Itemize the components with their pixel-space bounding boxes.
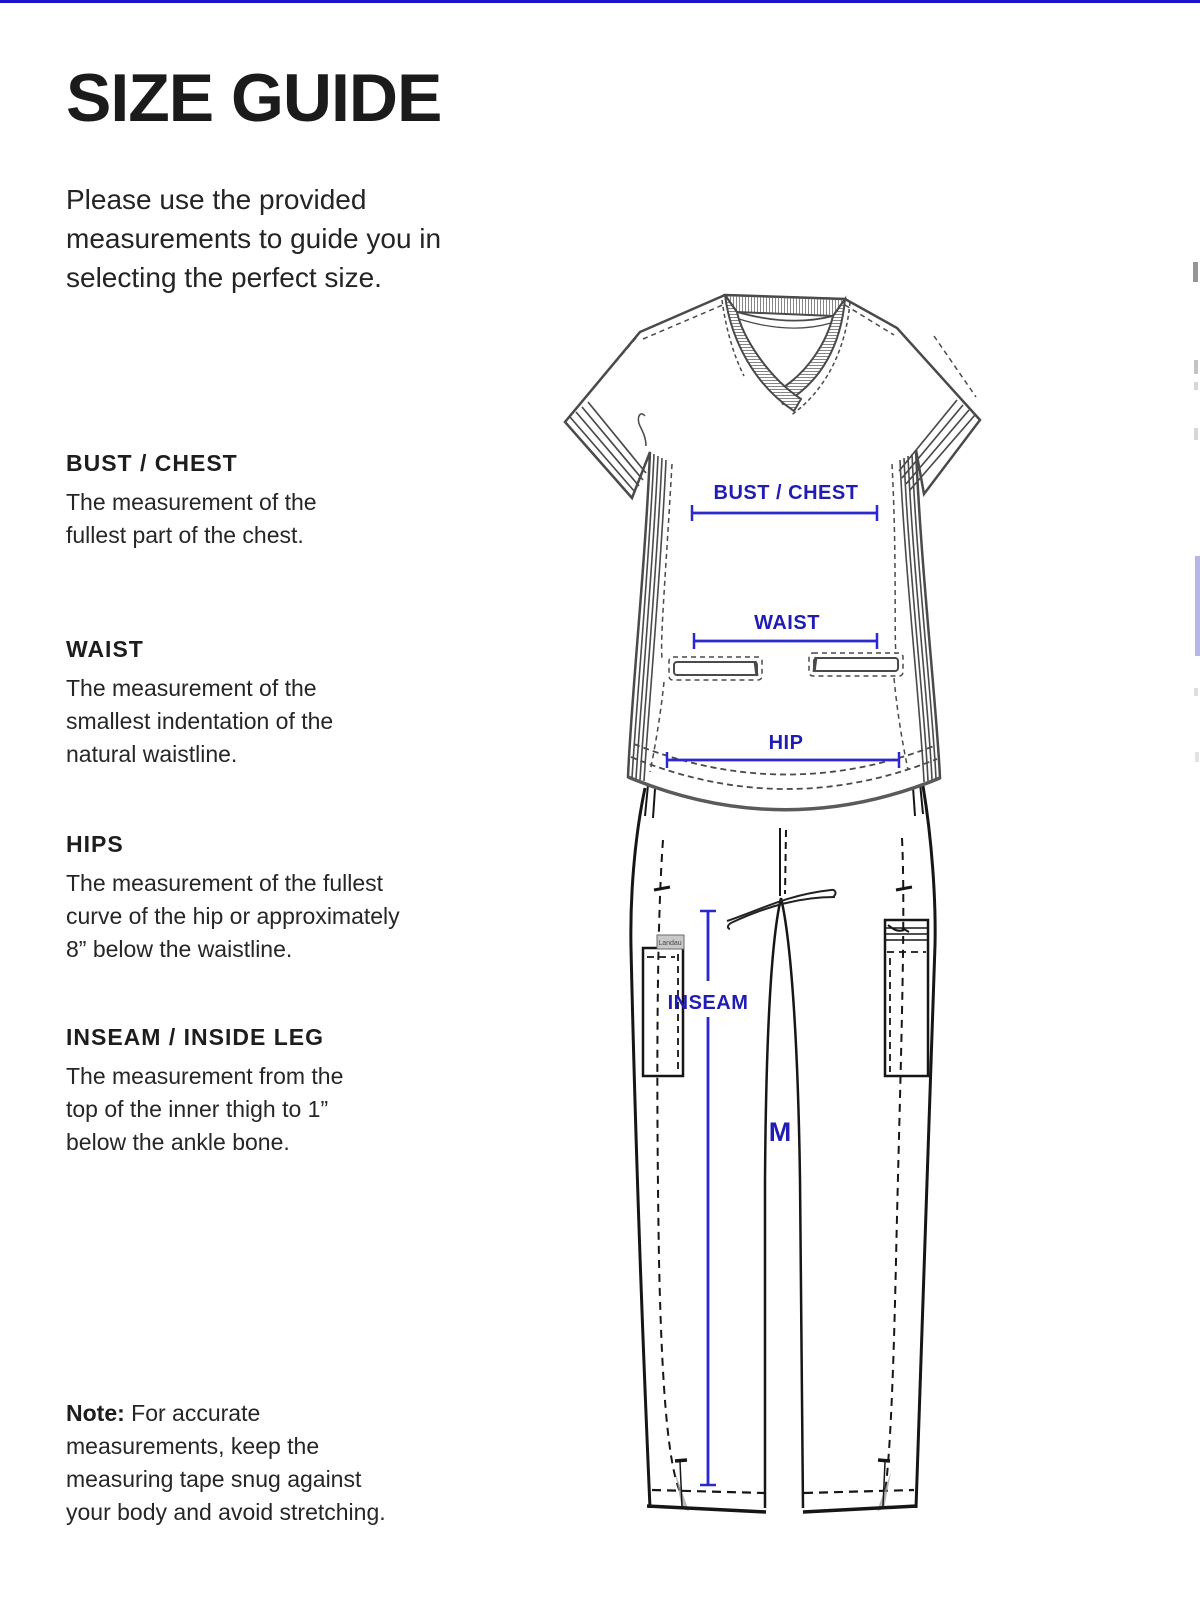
intro-text: Please use the provided measurements to guide you in selecting the perfect size. [66,184,442,293]
bust-label: BUST / CHEST [713,482,859,504]
right-edge-artifact [1194,428,1198,440]
inseam-label: INSEAM [667,992,749,1014]
brand-tag-label: Landau [658,940,682,947]
right-edge-artifact [1195,752,1199,762]
waist-label: WAIST [754,612,820,634]
right-edge-artifact [1194,360,1198,374]
scrub-pants-drawing [631,783,935,1512]
note-label: Note: [66,1400,125,1426]
inseam-heading: INSEAM / INSIDE LEG [66,1024,324,1050]
right-edge-artifact [1194,382,1198,390]
section-inseam [66,1024,371,1159]
hips-body: The measurement of the fullest curve of the hip or approximately 8” below the waistline. [66,870,400,962]
section-hips [66,831,421,966]
size-diagram [528,280,1012,1535]
top-accent-border [0,0,1200,3]
section-waist [66,636,376,771]
size-letter-label: M [768,1117,792,1147]
waist-body: The measurement of the smallest indentation of the natural waistline. [66,675,334,767]
section-bust-chest [66,450,366,552]
page-title: SIZE GUIDE [66,60,442,136]
bust-chest-body: The measurement of the fullest part of the chest. [66,489,317,548]
inseam-body: The measurement from the top of the inner thigh to 1” below the ankle bone. [66,1063,344,1155]
hips-heading: HIPS [66,831,124,857]
bust-chest-heading: BUST / CHEST [66,450,238,476]
right-edge-artifact [1193,262,1198,282]
waist-heading: WAIST [66,636,144,662]
right-edge-artifact [1194,688,1198,696]
hip-label: HIP [768,732,804,754]
note-text: Note: For accurate measurements, keep the measuring tape snug against your body and avoid stretching. [66,1400,386,1525]
right-edge-artifact [1195,556,1200,656]
